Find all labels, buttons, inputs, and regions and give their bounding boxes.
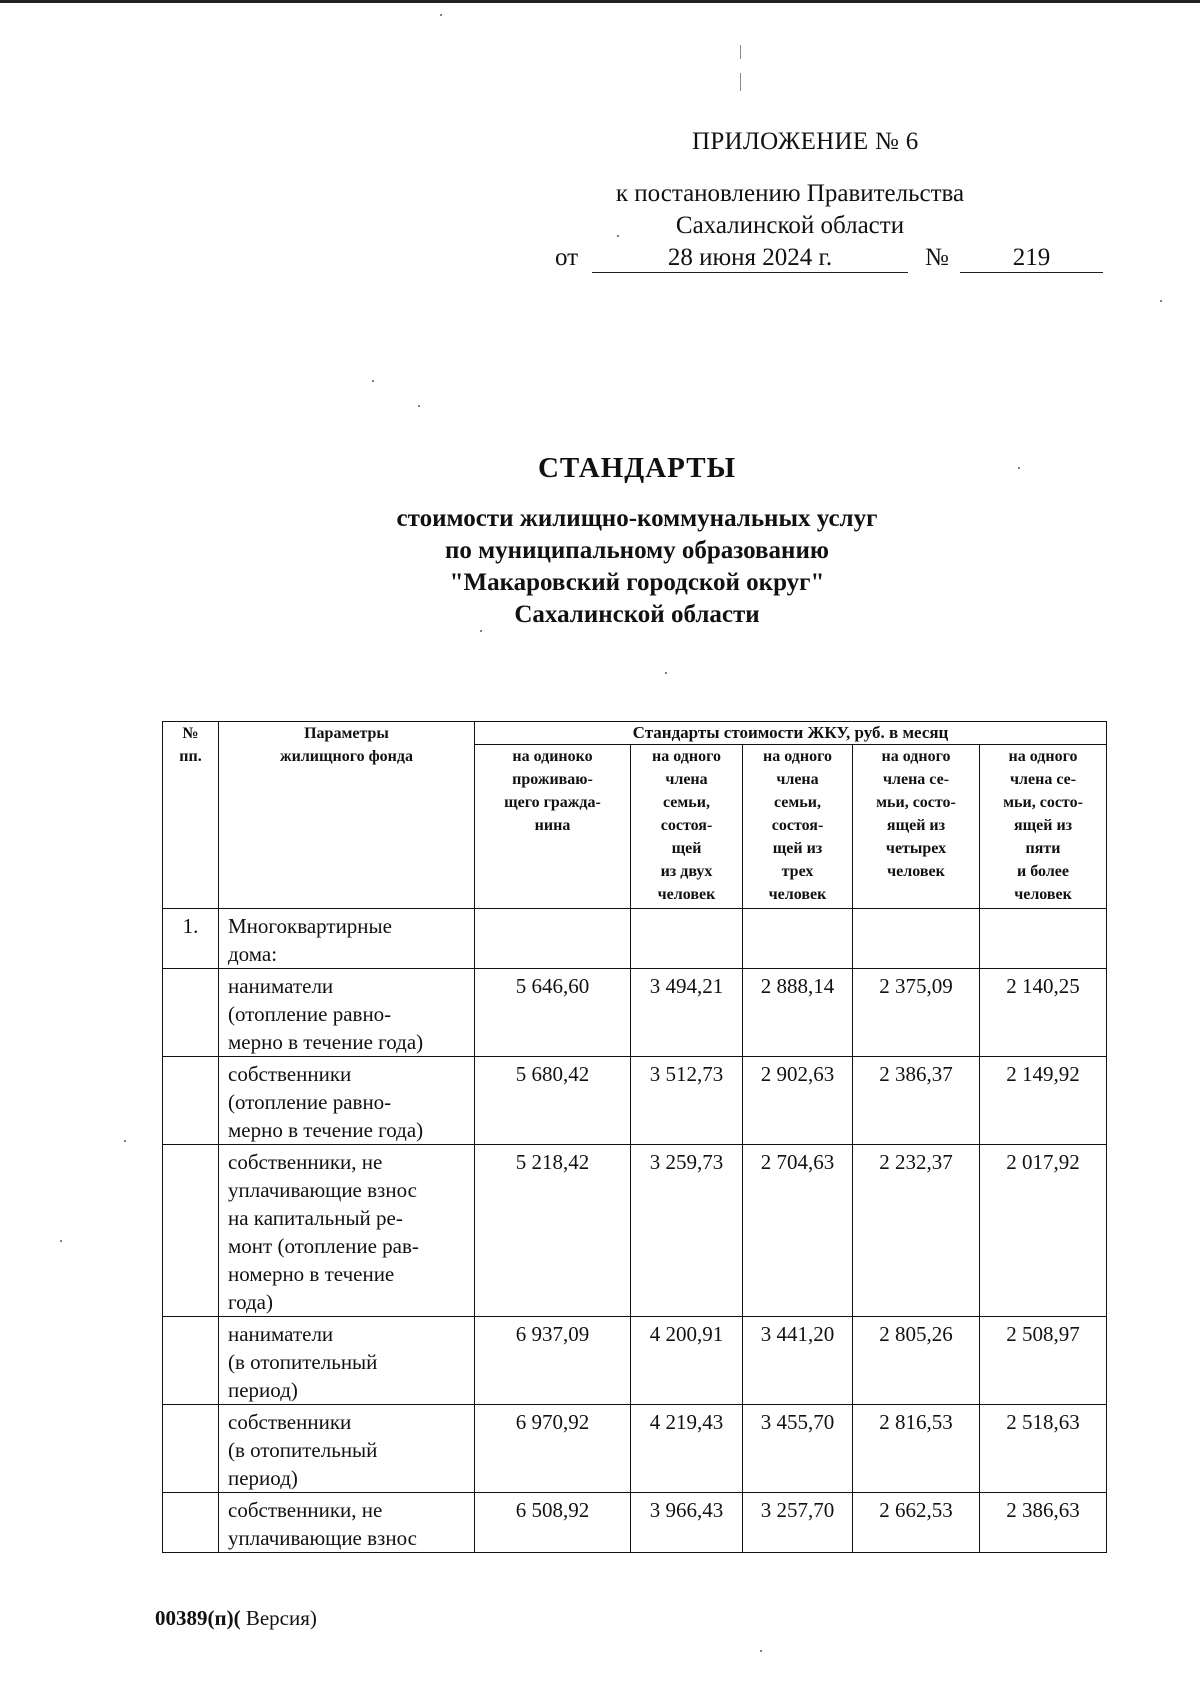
row-value-cell: 2 508,97 [980,1317,1107,1405]
row-number-cell [163,1493,219,1553]
row-value-cell: 2 805,26 [853,1317,980,1405]
row-param-line: уплачивающие взнос [228,1178,417,1202]
row-param-line: уплачивающие взнос [228,1526,417,1550]
table-header [163,722,1107,909]
scan-mark [740,45,741,59]
row-number-cell: 1. [163,909,219,969]
subheader-line: щего гражда- [504,794,601,811]
subheader-line: из двух [660,863,713,880]
table-row [163,1145,1107,1317]
row-value-cell: 4 200,91 [631,1317,743,1405]
row-value-cell: 5 680,42 [475,1057,631,1145]
subheader-line: на одиноко [512,748,593,765]
row-value-cell [853,909,980,969]
resolution-date: 28 июня 2024 г. [592,244,908,273]
header-num-line: № [182,725,199,742]
subheader-line: человек [768,886,827,903]
row-param-line: наниматели [228,1322,334,1346]
row-number-cell [163,1145,219,1317]
row-value-cell: 2 816,53 [853,1405,980,1493]
subheader-line: мьи, состо- [1003,794,1083,811]
table-row [163,1493,1107,1553]
row-param-line: дома: [228,942,278,966]
subheader-line: на одного [1008,748,1078,765]
row-value-cell: 5 218,42 [475,1145,631,1317]
subheader-line: члена [776,771,819,788]
header-num-cell [163,722,219,909]
document-version-label: Версия) [240,1606,317,1630]
scan-speck [124,1140,126,1142]
document-subtitle [0,503,1200,631]
subtitle-line-1: стоимости жилищно-коммунальных услуг [396,505,878,532]
row-value-cell: 2 386,37 [853,1057,980,1145]
row-param-cell [219,1317,475,1405]
row-param-line: мерно в течение года) [228,1030,424,1054]
row-param-line: (в отопительный [228,1438,378,1462]
subtitle-line-2: по муниципальному образованию [445,537,829,564]
subheader-line: члена се- [1010,771,1077,788]
table-row [163,1317,1107,1405]
row-value-cell: 3 512,73 [631,1057,743,1145]
row-number-cell [163,1057,219,1145]
subheader-line: проживаю- [512,771,593,788]
date-prefix: от [555,244,579,271]
table-row [163,1057,1107,1145]
row-value-cell: 2 140,25 [980,969,1107,1057]
row-value-cell: 4 219,43 [631,1405,743,1493]
subheader-line: четырех [885,840,947,857]
subheader-line: человек [1014,886,1072,903]
row-value-cell: 2 232,37 [853,1145,980,1317]
scan-speck [1160,300,1162,302]
subheader-cell [980,745,1107,909]
header-param-line: жилищного фонда [280,748,413,765]
subheader-line: человек [657,886,716,903]
subheader-line: на одного [652,748,721,765]
subheader-line: на одного [763,748,832,765]
table-row [163,1405,1107,1493]
subheader-line: члена се- [882,771,950,788]
row-value-cell: 2 386,63 [980,1493,1107,1553]
subheader-line: состоя- [771,817,824,834]
row-value-cell: 6 937,09 [475,1317,631,1405]
row-param-line: на капитальный ре- [228,1206,403,1230]
row-value-cell: 6 508,92 [475,1493,631,1553]
table-row [163,969,1107,1057]
row-param-line: мерно в течение года) [228,1118,424,1142]
row-value-cell: 2 902,63 [743,1057,853,1145]
row-value-cell: 3 966,43 [631,1493,743,1553]
header-num-line: пп. [179,748,202,765]
row-value-cell: 3 455,70 [743,1405,853,1493]
resolution-reference [560,178,1020,242]
row-value-cell: 3 257,70 [743,1493,853,1553]
header-group-cell: Стандарты стоимости ЖКУ, руб. в месяц [475,722,1107,745]
row-value-cell: 2 888,14 [743,969,853,1057]
scan-speck [418,405,420,407]
row-number-cell [163,1317,219,1405]
row-param-line: собственники [228,1410,352,1434]
subheader-line: ящей из [886,817,946,834]
number-label: № [925,244,949,271]
subheader-cell [475,745,631,909]
row-param-cell [219,969,475,1057]
row-value-cell: 6 970,92 [475,1405,631,1493]
row-param-line: номерно в течение [228,1262,395,1286]
subheader-line: щей [671,840,702,857]
subheader-cell [631,745,743,909]
row-param-line: наниматели [228,974,334,998]
resolution-line-1: к постановлению Правительства [615,180,965,207]
row-value-cell: 2 149,92 [980,1057,1107,1145]
subheader-line: на одного [881,748,951,765]
subheader-line: трех [781,863,814,880]
table-row [163,909,1107,969]
row-number-cell [163,969,219,1057]
row-param-line: (отопление равно- [228,1002,392,1026]
header-param-line: Параметры [304,725,389,742]
row-param-line: период) [228,1466,298,1490]
subheader-line: нина [534,817,571,834]
scan-speck [760,1650,762,1652]
row-param-line: (в отопительный [228,1350,378,1374]
row-value-cell: 2 017,92 [980,1145,1107,1317]
document-code [155,1606,317,1631]
row-param-cell [219,1145,475,1317]
row-param-cell [219,1405,475,1493]
scan-speck [60,1240,62,1242]
subheader-cell [853,745,980,909]
row-param-line: собственники [228,1062,352,1086]
row-value-cell [475,909,631,969]
subtitle-line-4: Сахалинской области [514,601,760,628]
row-value-cell: 2 704,63 [743,1145,853,1317]
row-param-line: период) [228,1378,298,1402]
subheader-line: семьи, [774,794,821,811]
row-param-cell [219,1057,475,1145]
standards-table [162,721,1107,1553]
row-param-line: собственники, не [228,1498,383,1522]
appendix-title: ПРИЛОЖЕНИЕ № 6 [692,128,919,155]
subheader-line: человек [887,863,945,880]
row-value-cell [743,909,853,969]
row-param-line: собственники, не [228,1150,383,1174]
row-value-cell [631,909,743,969]
row-param-line: Многоквартирные [228,914,392,938]
subheader-line: состоя- [660,817,713,834]
row-value-cell: 2 518,63 [980,1405,1107,1493]
row-value-cell: 3 494,21 [631,969,743,1057]
subheader-line: и более [1017,863,1070,880]
row-value-cell: 3 441,20 [743,1317,853,1405]
row-param-line: монт (отопление рав- [228,1234,419,1258]
row-value-cell: 2 662,53 [853,1493,980,1553]
row-value-cell: 5 646,60 [475,969,631,1057]
document-title: СТАНДАРТЫ [537,452,737,484]
subheader-cell [743,745,853,909]
subheader-line: члена [665,771,708,788]
resolution-number: 219 [960,244,1103,273]
row-param-cell [219,909,475,969]
scan-speck [665,672,667,674]
row-number-cell [163,1405,219,1493]
subtitle-line-3: "Макаровский городской округ" [449,569,825,596]
scan-speck [372,380,374,382]
subheader-line: мьи, состо- [876,794,956,811]
scan-mark [740,73,741,91]
subheader-line: пяти [1025,840,1061,857]
subheader-line: щей из [772,840,823,857]
document-code-number: 00389(п)( [155,1606,241,1630]
scan-top-edge [0,0,1200,3]
row-value-cell: 2 375,09 [853,969,980,1057]
row-param-line: года) [228,1290,273,1314]
subheader-line: ящей из [1013,817,1073,834]
row-value-cell: 3 259,73 [631,1145,743,1317]
header-param-cell [219,722,475,909]
table-body [163,909,1107,1553]
scan-speck [440,14,442,16]
header-row [163,722,1107,745]
row-value-cell [980,909,1107,969]
row-param-line: (отопление равно- [228,1090,392,1114]
subheader-line: семьи, [663,794,710,811]
resolution-line-2: Сахалинской области [675,212,905,239]
row-param-cell [219,1493,475,1553]
